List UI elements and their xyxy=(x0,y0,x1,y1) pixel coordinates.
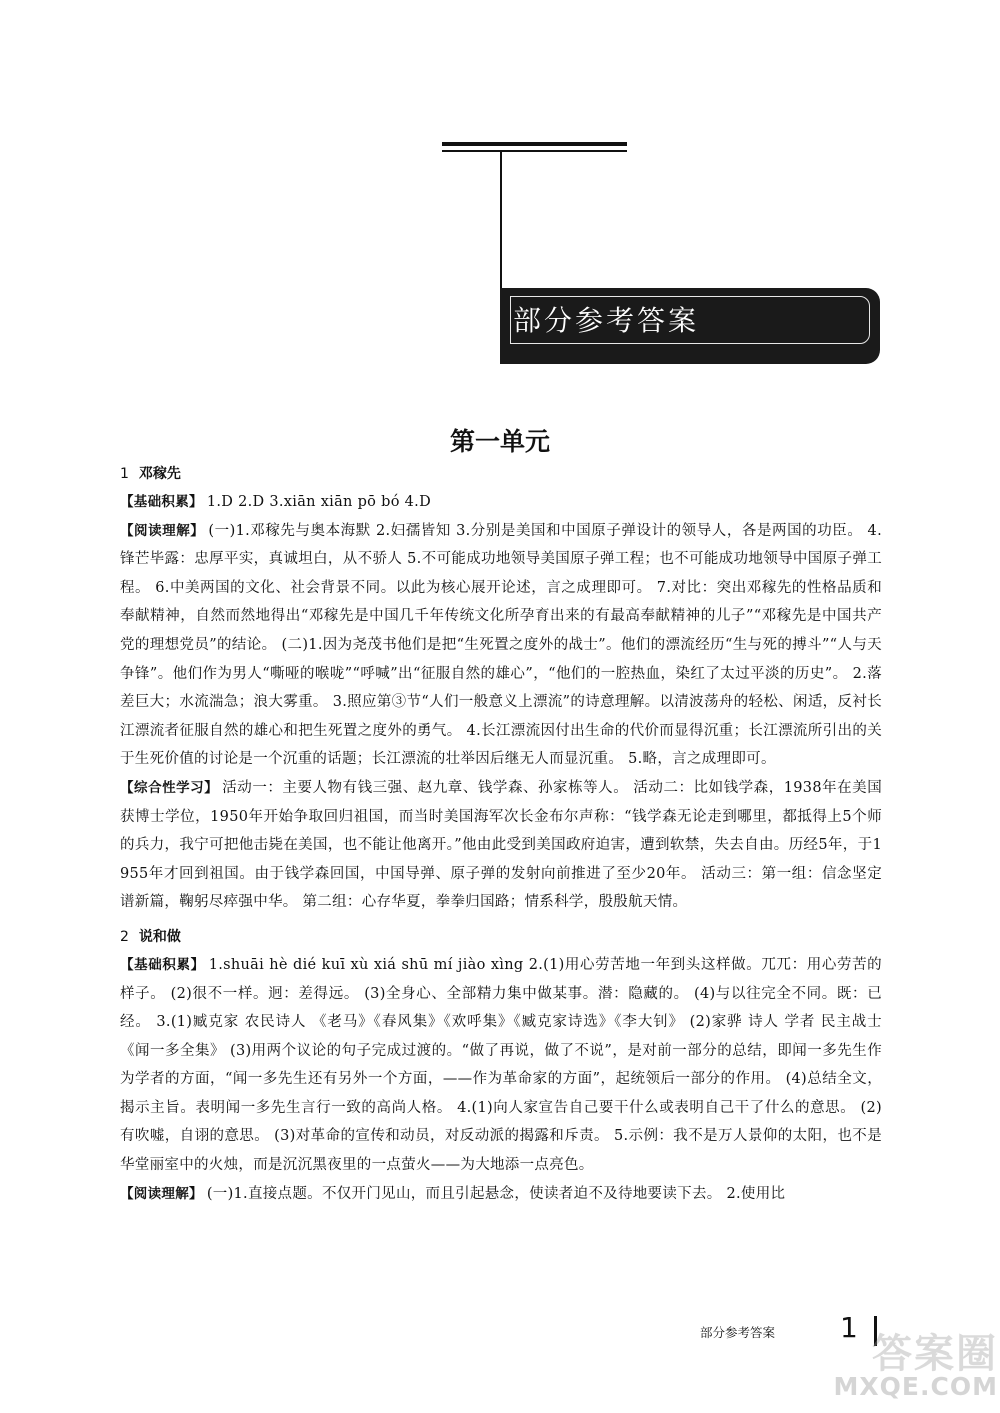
block-text: 1.D 2.D 3.xiān xiān pō bó 4.D xyxy=(206,494,432,510)
block-text: 活动一：主要人物有钱三强、赵九章、钱学森、孙家栋等人。 活动二：比如钱学森，1938年在美国获博士学位，1950年开始争取回归祖国，而当时美国海军次长金布尔声称：“钱学森无论走到哪里，都抵得上5个师的兵力，我宁可把他击毙在美国，也不能让他离开。”他由此受到美国政府迫害，遭到软禁，失去自由。历经5年，于1955年才回到祖国。由于钱学森回国，中国导弹、原子弹的发射向前推进了至少20年。 活动三：第一组：信念坚定谱新篇，鞠躬尽瘁强中华。 第二组：心存华夏，拳拳归国路；情系科学，殷殷航天情。 xyxy=(120,779,882,911)
answer-block xyxy=(120,774,882,917)
watermark xyxy=(818,1322,998,1410)
watermark-url: MXQE.COM xyxy=(833,1372,998,1401)
decorative-top-rule-thick xyxy=(442,142,627,146)
watermark-logo: 答案圈 xyxy=(872,1331,998,1377)
section-heading-2 xyxy=(120,923,882,951)
block-tag: 【阅读理解】 xyxy=(120,1185,203,1202)
decorative-top-rule-thin xyxy=(442,150,627,152)
section-title: 说和做 xyxy=(138,928,181,945)
section-heading-1 xyxy=(120,460,882,488)
answer-content xyxy=(120,454,882,1208)
header-banner xyxy=(500,288,880,364)
block-tag: 【基础积累】 xyxy=(120,956,205,973)
answer-block xyxy=(120,488,882,517)
answer-block xyxy=(120,1180,882,1209)
section-title: 邓稼先 xyxy=(138,466,181,482)
answer-block xyxy=(120,517,882,774)
block-text: 1.shuāi hè dié kuī xù xiá shū mí jiào xìng 2.(1)用心劳苦地一年到头这样做。兀兀：用心劳苦的样子。 (2)很不一样。迥：差得远。 (3)全身心、全部精力集中做某事。潜：隐藏的。 (4)与以往完全不同。既：已经。 3.(1)臧克家 农民诗人 《老马》《春风集》《欢呼集》《臧克家诗选》《李大钊》 (2)家骅 诗人 学者 民主战士 《闻一多全集》 (3)用两个议论的句子完成过渡的。“做了再说，做了不说”，是对前一部分的总结，即闻一多先生作为学者的方面，“闻一多先生还有另外一个方面，——作为革命家的方面”，起统领后一部分的作用。 (4)总结全文，揭示主旨。表明闻一多先生言行一致的高尚人格。 4.(1)向人家宣告自己要干什么或表明自己干了什么的意思。 (2)有吹嘘，自诩的意思。 (3)对革命的宣传和动员，对反动派的揭露和斥责。 5.示例：我不是万人景仰的太阳，也不是华堂丽室中的火烛，而是沉沉黑夜里的一点萤火——为大地添一点亮色。 xyxy=(120,956,882,1174)
footer-label: 部分参考答案 xyxy=(700,1325,776,1340)
block-tag: 【基础积累】 xyxy=(120,494,203,510)
block-tag: 【阅读理解】 xyxy=(120,522,205,539)
answer-block xyxy=(120,951,882,1180)
section-number: 1 xyxy=(120,466,129,482)
section-number: 2 xyxy=(120,928,129,945)
block-text: (一)1.直接点题。不仅开门见山，而且引起悬念，使读者迫不及待地要读下去。 2.使用比 xyxy=(206,1185,786,1202)
unit-title: 第一单元 xyxy=(449,427,550,456)
page-number: 1 xyxy=(840,1311,858,1344)
block-text: (一)1.邓稼先与奥本海默 2.妇孺皆知 3.分别是美国和中国原子弹设计的领导人，各是两国的功臣。 4.锋芒毕露：忠厚平实，真诚坦白，从不骄人 5.不可能成功地领导美国原子弹工程；也不可能成功地领导中国原子弹工程。 6.中美两国的文化、社会背景不同。以此为核心展开论述，言之成理即可。 7.对比：突出邓稼先的性格品质和奉献精神，自然而然地得出“邓稼先是中国几千年传统文化所孕育出来的有最高奉献精神的儿子”“邓稼先是中国共产党的理想党员”的结论。 (二)1.因为尧茂书他们是把“生死置之度外的战士”。他们的漂流经历“生与死的搏斗”“人与天争锋”。他们作为男人“嘶哑的喉咙”“呼喊”出“征服自然的雄心”，“他们的一腔热血，染红了太过平淡的历史”。 2.落差巨大；水流湍急；浪大雾重。 3.照应第③节“人们一般意义上漂流”的诗意理解。以清波荡舟的轻松、闲适，反衬长江漂流者征服自然的雄心和把生死置之度外的勇气。 4.长江漂流因付出生命的代价而显得沉重；长江漂流所引出的关于生死价值的讨论是一个沉重的话题；长江漂流的壮举因后继无人而显沉重。 5.略，言之成理即可。 xyxy=(120,522,882,768)
block-tag: 【综合性学习】 xyxy=(120,779,219,796)
banner-title: 部分参考答案 xyxy=(510,296,870,344)
